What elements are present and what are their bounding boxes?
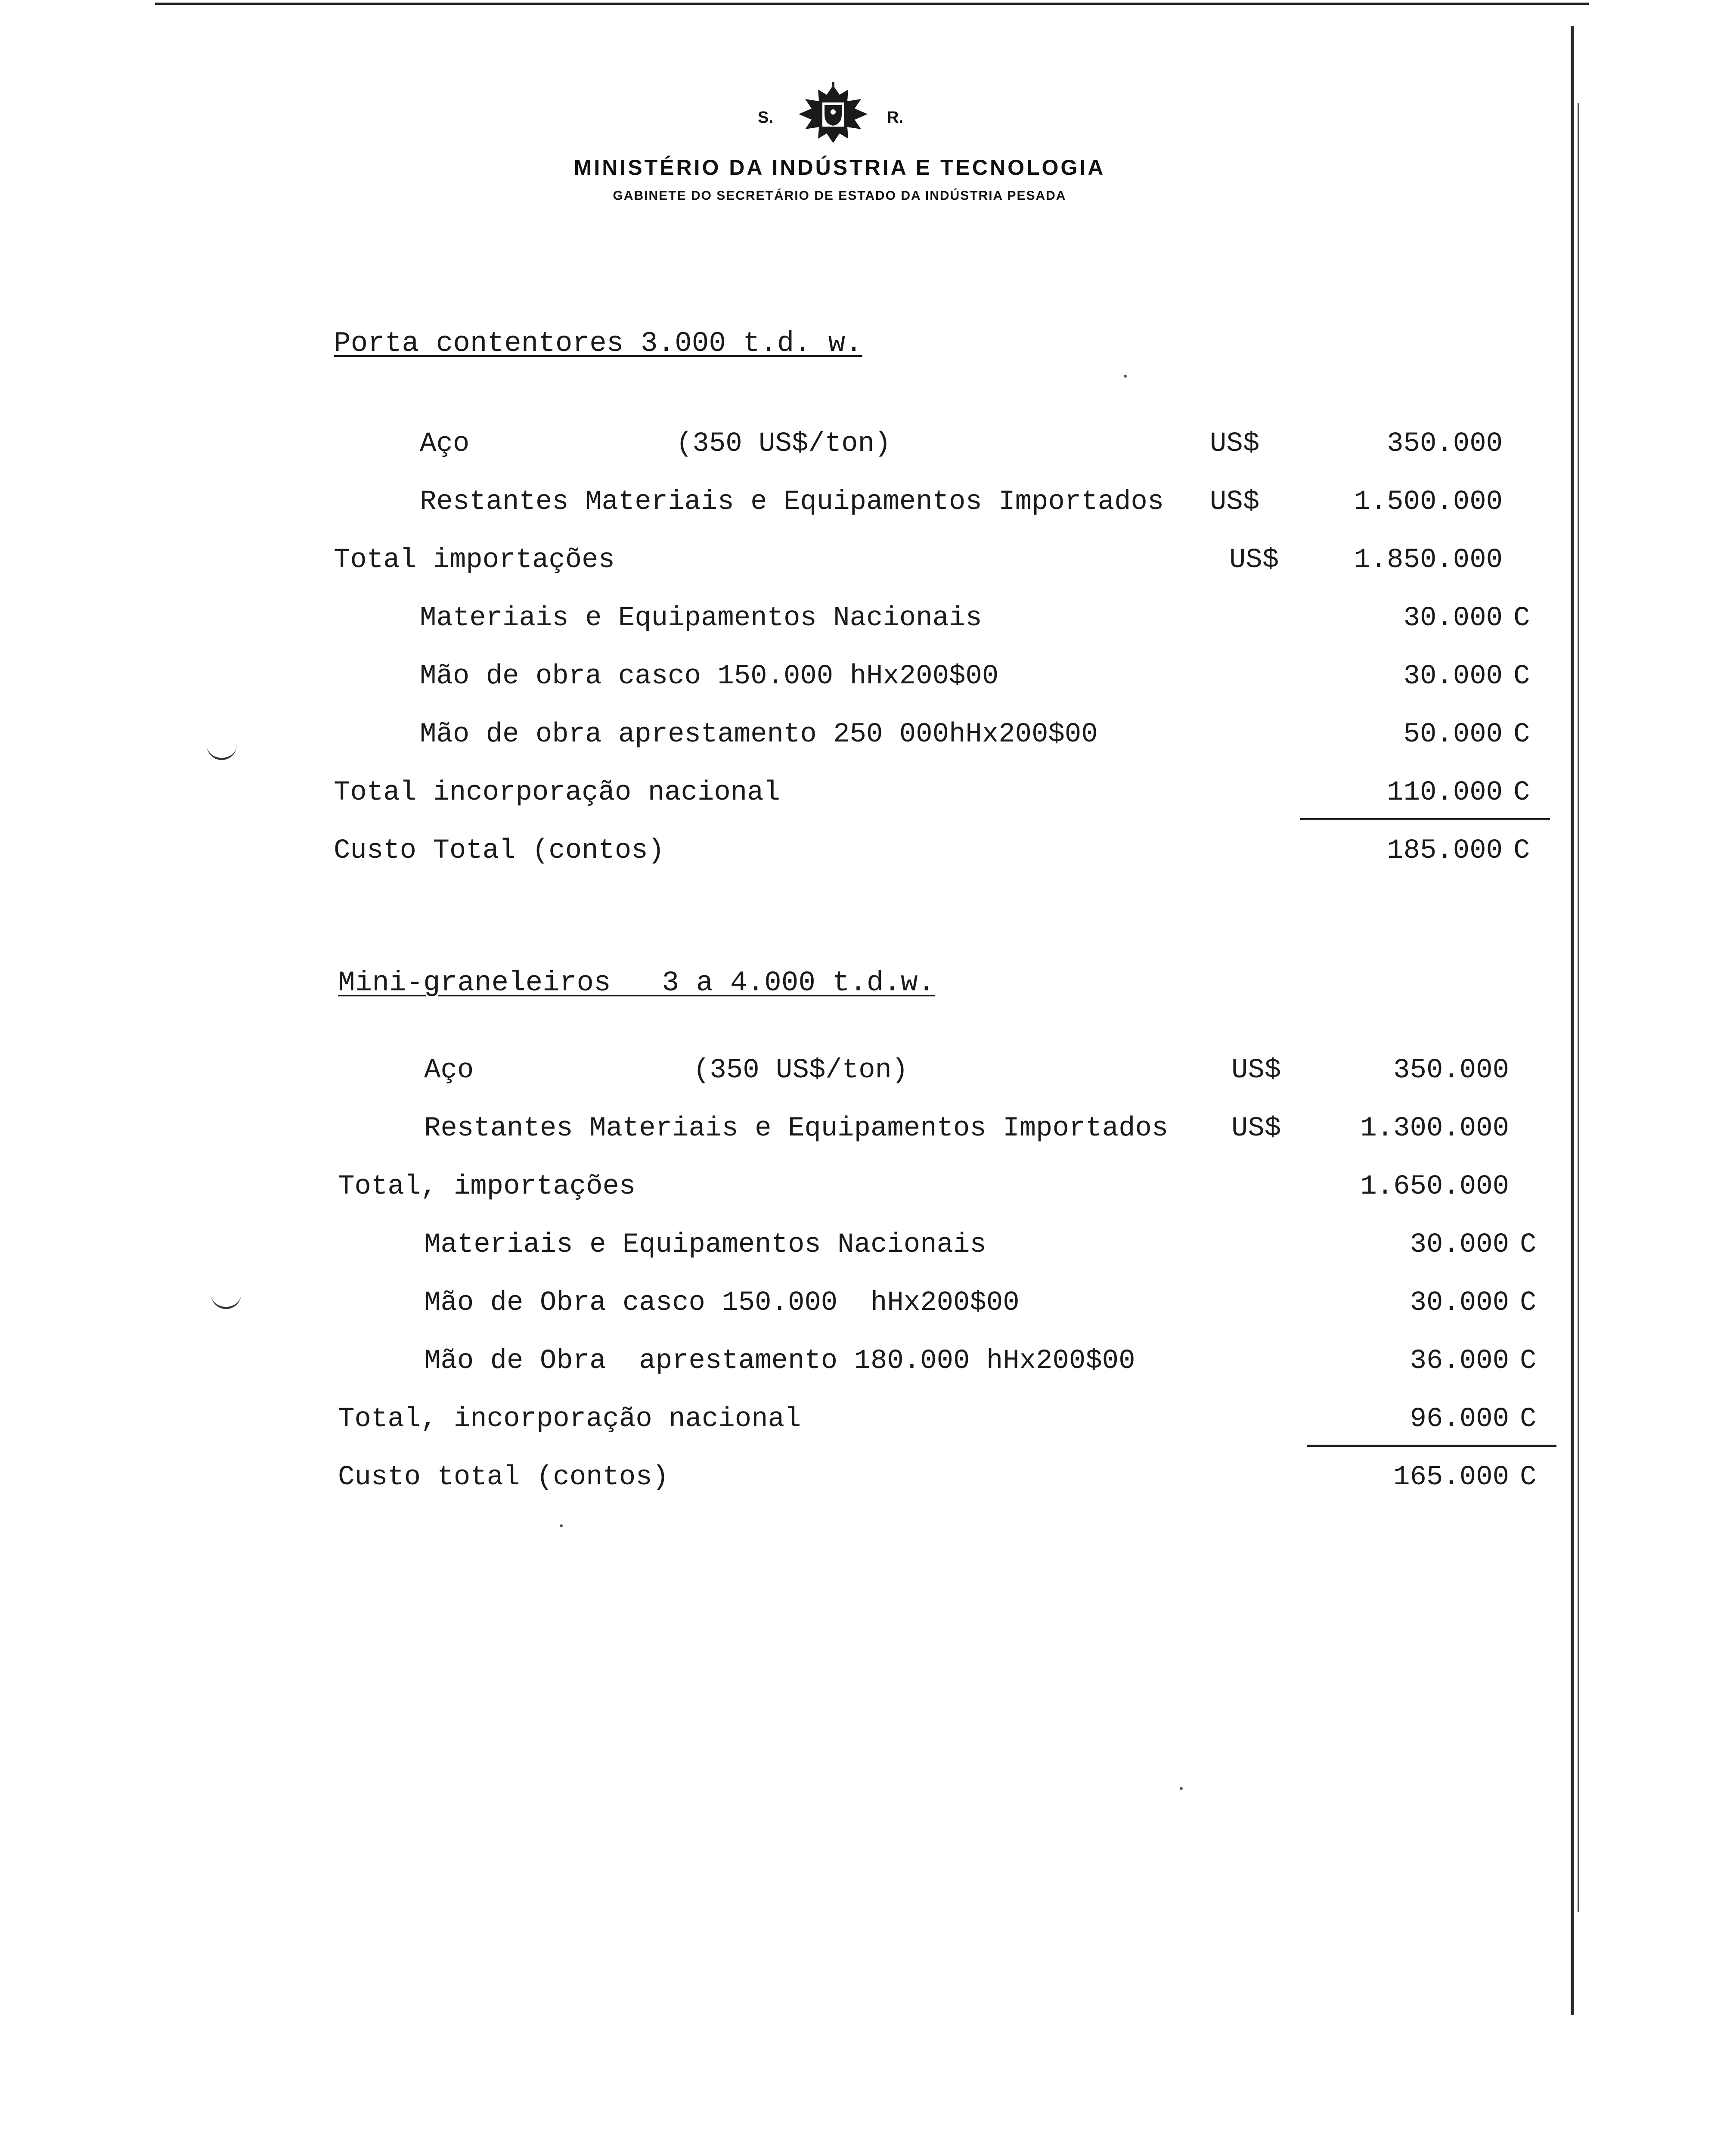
- row-unit: C: [1513, 719, 1530, 750]
- row-value: 30.000: [1410, 1229, 1509, 1260]
- speck: [1180, 1787, 1183, 1790]
- row-unit: C: [1520, 1404, 1537, 1435]
- top-rule: [155, 3, 1589, 5]
- row-value: 350.000: [1393, 1055, 1509, 1086]
- sum-rule: [1307, 1445, 1556, 1447]
- sum-rule: [1300, 818, 1550, 820]
- row-unit: C: [1513, 777, 1530, 808]
- row-value: 110.000: [1387, 777, 1503, 808]
- row-value: 36.000: [1410, 1346, 1509, 1377]
- row-label: Total importações: [334, 545, 615, 576]
- row-value: 50.000: [1403, 719, 1503, 750]
- row-currency: US$: [1229, 545, 1279, 576]
- punch-mark: [207, 741, 237, 760]
- binding-edge: [1571, 26, 1574, 2015]
- row-value: 96.000: [1410, 1404, 1509, 1435]
- row-label: Materiais e Equipamentos Nacionais: [420, 603, 982, 634]
- row-currency: US$: [1231, 1055, 1281, 1086]
- row-label: Total, importações: [338, 1171, 636, 1202]
- coat-of-arms-icon: [792, 82, 874, 146]
- row-label: Custo total (contos): [338, 1462, 669, 1493]
- row-currency: US$: [1210, 428, 1260, 459]
- row-unit: C: [1520, 1346, 1537, 1377]
- row-unit: C: [1513, 603, 1530, 634]
- row-value: 1.850.000: [1354, 545, 1503, 576]
- binding-edge-shadow: [1578, 103, 1579, 1912]
- cabinet-subheading: GABINETE DO SECRETÁRIO DE ESTADO DA INDÚSTRIA PESADA: [613, 189, 1066, 203]
- ministry-heading: MINISTÉRIO DA INDÚSTRIA E TECNOLOGIA: [574, 155, 1106, 180]
- row-label: Total incorporação nacional: [334, 777, 780, 808]
- row-currency: US$: [1210, 487, 1260, 518]
- row-unit: C: [1520, 1287, 1537, 1318]
- row-value: 30.000: [1403, 661, 1503, 692]
- seal-letter-right: R.: [887, 109, 903, 127]
- section-title-porta-contentores: Porta contentores 3.000 t.d. w.: [334, 327, 862, 360]
- speck: [560, 1524, 563, 1527]
- row-unit: C: [1520, 1229, 1537, 1260]
- row-value: 1.650.000: [1360, 1171, 1509, 1202]
- row-label: Mão de obra casco 150.000 hHx200$00: [420, 661, 999, 692]
- speck: [1124, 375, 1127, 378]
- row-value: 165.000: [1393, 1462, 1509, 1493]
- row-value: 30.000: [1403, 603, 1503, 634]
- row-label: Restantes Materiais e Equipamentos Importados: [420, 487, 1164, 518]
- punch-mark: [211, 1290, 241, 1309]
- row-unit: C: [1520, 1462, 1537, 1493]
- row-unit: C: [1513, 835, 1530, 866]
- row-label: Restantes Materiais e Equipamentos Importados: [424, 1113, 1169, 1144]
- row-label: Mão de obra aprestamento 250 000hHx200$00: [420, 719, 1098, 750]
- row-label: Materiais e Equipamentos Nacionais: [424, 1229, 986, 1260]
- row-value: 185.000: [1387, 835, 1503, 866]
- section-title-mini-graneleiros: Mini-graneleiros 3 a 4.000 t.d.w.: [338, 967, 935, 999]
- letterhead: [0, 73, 1736, 220]
- row-label: Mão de Obra aprestamento 180.000 hHx200$00: [424, 1346, 1135, 1377]
- row-label: Aço: [424, 1055, 474, 1086]
- row-value: 30.000: [1410, 1287, 1509, 1318]
- seal-row: [758, 82, 939, 146]
- row-value: 350.000: [1387, 428, 1503, 459]
- row-note: (350 US$/ton): [676, 428, 891, 459]
- row-label: Aço: [420, 428, 470, 459]
- row-unit: C: [1513, 661, 1530, 692]
- row-note: (350 US$/ton): [693, 1055, 908, 1086]
- row-label: Total, incorporação nacional: [338, 1404, 801, 1435]
- row-value: 1.300.000: [1360, 1113, 1509, 1144]
- row-label: Mão de Obra casco 150.000 hHx200$00: [424, 1287, 1020, 1318]
- row-label: Custo Total (contos): [334, 835, 665, 866]
- row-currency: US$: [1231, 1113, 1281, 1144]
- seal-letter-left: S.: [758, 109, 773, 127]
- row-value: 1.500.000: [1354, 487, 1503, 518]
